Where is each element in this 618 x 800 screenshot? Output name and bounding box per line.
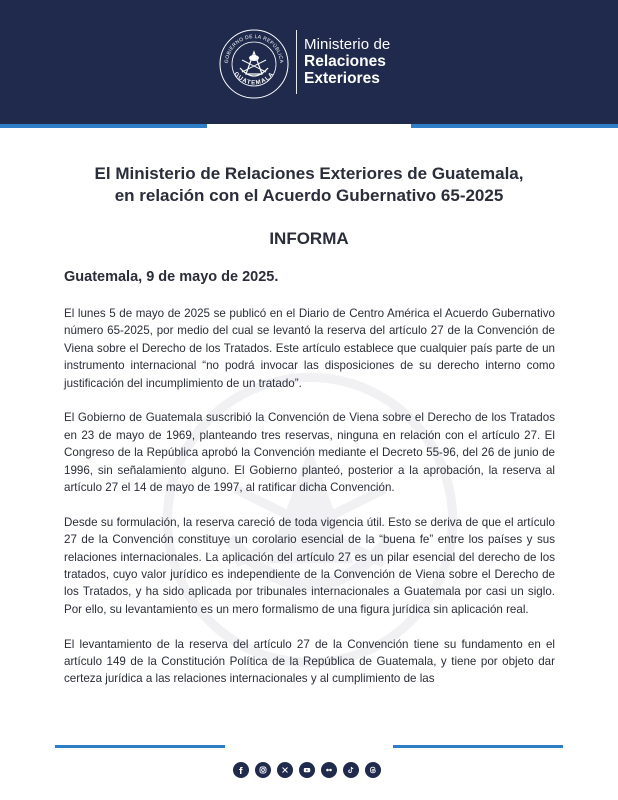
flickr-icon[interactable] — [321, 762, 337, 778]
title-line-2: en relación con el Acuerdo Gubernativo 65-2025 — [114, 186, 504, 205]
seal-text-top: GOBIERNO DE LA REPÚBLICA — [223, 33, 285, 64]
threads-icon[interactable] — [365, 762, 381, 778]
youtube-icon[interactable] — [299, 762, 315, 778]
x-icon[interactable] — [277, 762, 293, 778]
header-accent-right — [411, 124, 618, 128]
tiktok-icon[interactable] — [343, 762, 359, 778]
paragraph-1: El lunes 5 de mayo de 2025 se publicó en el Diario de Centro América el Acuerdo Gubernativo número 65-2025, por medio del cual se levantó la reserva del artículo 27 de la Convención de Viena sobre el Derecho de los Tratados. Este artículo establece que cualquier país parte de un instrumento internacional “no podrá invocar las disposiciones de su derecho interno como justificación del incumplimiento de un tratado”. — [64, 307, 555, 390]
dateline: Guatemala, 9 de mayo de 2025. — [64, 269, 279, 285]
footer-accent-right — [393, 745, 563, 748]
brand-divider — [296, 30, 297, 94]
paragraph-3: Desde su formulación, la reserva careció de toda vigencia útil. Esto se deriva de que el artículo 27 de la Convención constituye un corolario esencial de la “buena fe” entre los países y sus relaciones internacionales. La aplicación del artículo 27 es un pilar esencial del derecho de los tratados, cuyo valor jurídico es independiente de la Convención de Viena sobre el Derecho de los Tratados, y ha sido aplicada por tribunales internacionales a Guatemala por casi un siglo. Por ello, su levantamiento es un mero formalismo de una figura jurídica sin aplicación real. — [64, 515, 555, 616]
ministry-wordmark — [304, 36, 390, 87]
seal-text-bottom: GUATEMALA — [232, 71, 276, 87]
guatemala-seal-icon — [218, 28, 290, 100]
facebook-icon[interactable] — [233, 762, 249, 778]
document-title — [40, 163, 578, 207]
document-heading: INFORMA — [269, 229, 349, 248]
brand-line-2: Relaciones — [304, 53, 386, 70]
footer-accent-left — [55, 745, 225, 748]
header-band — [0, 0, 618, 124]
brand-line-3: Exteriores — [304, 70, 380, 87]
social-links — [233, 762, 381, 778]
paragraph-2: El Gobierno de Guatemala suscribió la Convención de Viena sobre el Derecho de los Tratados en 23 de mayo de 1969, planteando tres reservas, ninguna en relación con el artículo 27. El Congreso de la República aprobó la Convención mediante el Decreto 55-96, del 26 de junio de 1996, sin señalamiento alguno. El Gobierno planteó, posterior a la aprobación, la reserva al artículo 27 el 14 de mayo de 1997, al ratificar dicha Convención. — [64, 411, 555, 495]
header-accent-left — [0, 124, 207, 128]
title-line-1: El Ministerio de Relaciones Exteriores de Guatemala, — [94, 164, 524, 183]
paragraph-4: El levantamiento de la reserva del artículo 27 de la Convención tiene su fundamento en el artículo 149 de la Constitución Política de la República de Guatemala, y tiene por objeto dar certeza jurídica a las relaciones internacionales y al cumplimiento de las — [64, 637, 555, 686]
document-body — [64, 305, 555, 705]
instagram-icon[interactable] — [255, 762, 271, 778]
brand-line-1: Ministerio de — [304, 36, 391, 53]
